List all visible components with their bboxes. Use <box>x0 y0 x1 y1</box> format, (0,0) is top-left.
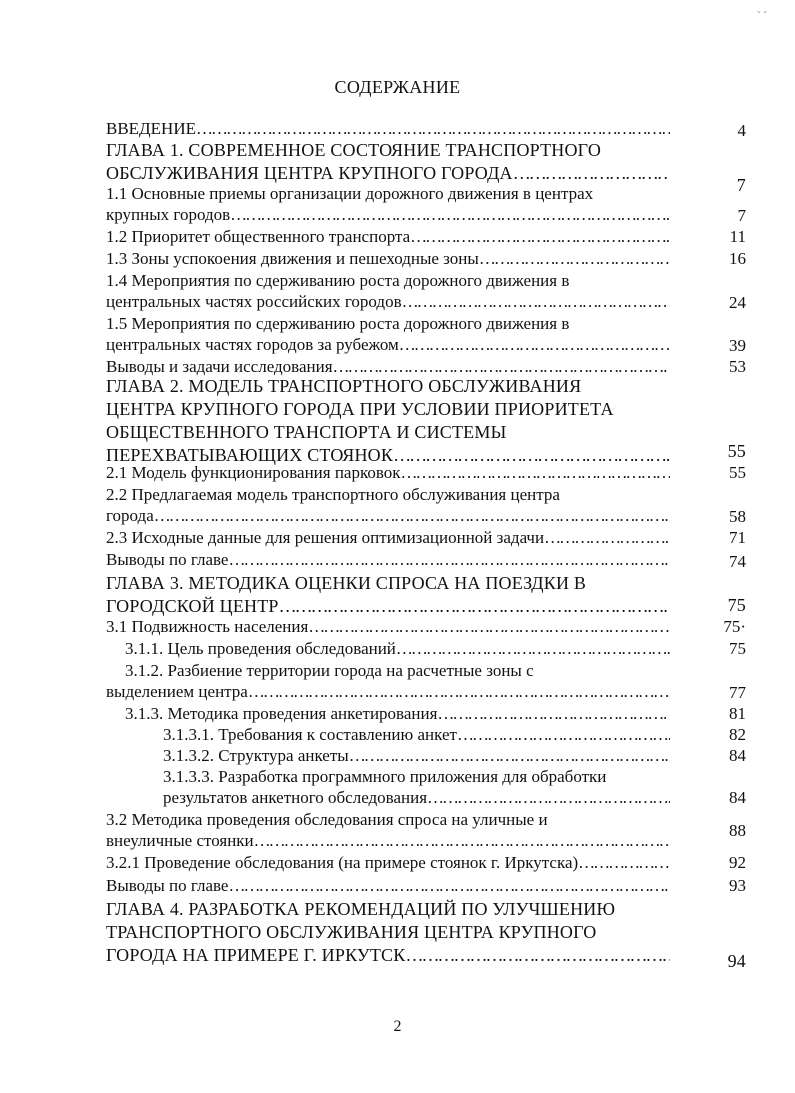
toc-entry-title: ЦЕНТРА КРУПНОГО ГОРОДА ПРИ УСЛОВИИ ПРИОРИТЕТА <box>106 399 614 419</box>
toc-entry <box>106 809 746 851</box>
toc-page-number: 71 <box>729 528 746 547</box>
toc-entry-line <box>106 573 586 594</box>
toc-entry-line <box>106 118 670 139</box>
dot-leader <box>457 724 670 745</box>
toc-entry-title: 3.1.1. Цель проведения обследований <box>125 639 396 658</box>
toc-entry-title: крупных городов <box>106 205 231 224</box>
toc-entry-title: 3.1.3. Методика проведения анкетирования <box>125 704 438 723</box>
toc-entry-title: 3.2.1 Проведение обследования (на примере стоянок г. Иркутска) <box>106 853 579 872</box>
toc-entry-line <box>106 248 670 269</box>
toc-entry <box>106 226 746 247</box>
dot-leader <box>410 226 670 247</box>
toc-page-number: 7 <box>737 206 746 225</box>
toc-entry <box>106 462 746 483</box>
toc-entry <box>106 270 746 312</box>
dot-leader <box>437 703 670 724</box>
toc-entry-title: 3.1.2. Разбиение территории города на расчетные зоны с <box>125 661 534 680</box>
dot-leader <box>230 204 670 225</box>
toc-page-number: 11 <box>729 227 746 246</box>
toc-page-number: 75· <box>723 617 746 636</box>
toc-entry <box>106 638 746 659</box>
dot-leader <box>196 118 670 139</box>
toc-page-number: 53 <box>729 357 746 376</box>
toc-entry-line <box>106 549 670 570</box>
toc-entry-title: выделением центра <box>106 682 248 701</box>
dot-leader <box>578 852 670 873</box>
toc-page-number: 75 <box>729 639 746 658</box>
toc-entry-line <box>163 724 670 745</box>
toc-page-number: 58 <box>729 507 746 526</box>
dot-leader <box>279 596 670 617</box>
toc-entry-line <box>106 922 596 943</box>
dot-leader <box>399 334 670 355</box>
toc-entry-title: ГЛАВА 4. РАЗРАБОТКА РЕКОМЕНДАЦИЙ ПО УЛУЧШЕНИЮ <box>106 899 616 919</box>
toc-entry <box>106 356 746 377</box>
toc-entry-title: 3.1 Подвижность населения <box>106 617 309 636</box>
toc-page-number: 55 <box>729 463 746 482</box>
toc-entry-title: 1.3 Зоны успокоения движения и пешеходные зоны <box>106 249 479 268</box>
toc-entry-title: ГЛАВА 3. МЕТОДИКА ОЦЕНКИ СПРОСА НА ПОЕЗДКИ В <box>106 573 587 593</box>
toc-entry-line <box>106 313 569 334</box>
toc-page-number: 93 <box>729 876 746 895</box>
toc-entry-line <box>106 945 670 966</box>
toc-entry-title: Выводы по главе <box>106 876 229 895</box>
toc-entry-line <box>163 745 670 766</box>
toc-entry-line <box>106 484 560 505</box>
toc-entry-line <box>106 462 670 483</box>
toc-entry-title: ОБЩЕСТВЕННОГО ТРАНСПОРТА И СИСТЕМЫ <box>106 422 507 442</box>
toc-entry-title: 2.3 Исходные данные для решения оптимизационной задачи <box>106 528 545 547</box>
dot-leader <box>228 549 670 570</box>
toc-page-number: 24 <box>729 293 746 312</box>
toc-entry <box>106 183 746 225</box>
dot-leader <box>396 638 670 659</box>
toc-entry <box>106 766 746 808</box>
toc-entry-line <box>106 334 670 355</box>
toc-page-number: 55 <box>727 441 746 461</box>
dot-leader <box>154 505 670 526</box>
toc-entry <box>106 527 746 548</box>
toc-entry-line <box>106 399 614 420</box>
toc-entry-line <box>106 291 670 312</box>
toc-page-number: 92 <box>729 853 746 872</box>
toc-entry-line <box>106 681 670 702</box>
toc-entry-title: центральных частях российских городов <box>106 292 402 311</box>
toc-entry-line <box>106 809 548 830</box>
toc-entry-title: результатов анкетного обследования <box>163 788 428 807</box>
dot-leader <box>401 462 670 483</box>
toc-page-number: 81 <box>729 704 746 723</box>
toc-entry-line <box>106 596 670 617</box>
toc-entry-title: ГЛАВА 1. СОВРЕМЕННОЕ СОСТОЯНИЕ ТРАНСПОРТНОГО <box>106 140 602 160</box>
toc-page-number: 77 <box>729 683 746 702</box>
toc-entry-title: 1.4 Мероприятия по сдерживанию роста дорожного движения в <box>106 271 570 290</box>
toc-entry-title: ГЛАВА 2. МОДЕЛЬ ТРАНСПОРТНОГО ОБСЛУЖИВАНИЯ <box>106 376 582 396</box>
toc-entry <box>106 852 746 873</box>
toc-entry-title: ВВЕДЕНИЕ <box>106 119 196 138</box>
dot-leader <box>427 787 670 808</box>
toc-entry-title: 1.1 Основные приемы организации дорожного движения в центрах <box>106 184 594 203</box>
toc-chapter-entry <box>106 899 746 971</box>
toc-entry-title: 2.2 Предлагаемая модель транспортного обслуживания центра <box>106 485 560 504</box>
toc-entry-line <box>106 505 670 526</box>
toc-entry-title: 3.1.3.3. Разработка программного приложения для обработки <box>163 767 607 786</box>
toc-entry-title: 2.1 Модель функционирования парковок <box>106 463 401 482</box>
toc-entry-line <box>106 226 670 247</box>
page-number: 2 <box>393 1018 402 1035</box>
toc-entry <box>106 875 746 896</box>
toc-entry-line <box>125 638 670 659</box>
toc-entry-line <box>106 140 601 161</box>
toc-entry-title: ОБСЛУЖИВАНИЯ ЦЕНТРА КРУПНОГО ГОРОДА <box>106 163 513 183</box>
page-title: СОДЕРЖАНИЕ <box>334 77 461 97</box>
toc-entry-line <box>106 875 670 896</box>
toc-entry-line <box>163 766 606 787</box>
corner-mark: ˋ ˊ <box>757 10 768 22</box>
toc-entry-line <box>106 204 670 225</box>
toc-entry-line <box>106 830 670 851</box>
toc-entry <box>106 549 746 570</box>
toc-entry-title: Выводы по главе <box>106 550 229 569</box>
dot-leader <box>513 163 670 184</box>
toc-entry-title: ПЕРЕХВАТЫВАЮЩИХ СТОЯНОК <box>106 445 394 465</box>
dot-leader <box>254 830 670 851</box>
toc-entry-title: 3.2 Методика проведения обследования спроса на уличные и <box>106 810 548 829</box>
toc-entry <box>106 745 746 766</box>
toc-entry-title: ТРАНСПОРТНОГО ОБСЛУЖИВАНИЯ ЦЕНТРА КРУПНОГО <box>106 922 597 942</box>
toc-page-number: 7 <box>736 175 746 195</box>
dot-leader <box>479 248 670 269</box>
toc-page-number: 88 <box>729 821 746 840</box>
toc-entry-line <box>163 787 670 808</box>
toc-entry-line <box>106 616 670 637</box>
toc-entry-line <box>106 270 569 291</box>
toc-entry-line <box>106 899 615 920</box>
toc-entry-title: 1.2 Приоритет общественного транспорта <box>106 227 411 246</box>
toc-entry-line <box>106 527 670 548</box>
toc-entry-title: 3.1.3.2. Структура анкеты <box>163 746 349 765</box>
toc-entry-title: города <box>106 506 154 525</box>
toc-page-number: 16 <box>729 249 746 268</box>
toc-entry <box>106 660 746 702</box>
toc-entry-line <box>106 852 670 873</box>
toc-entry-line <box>106 183 593 204</box>
toc-entry-title: внеуличные стоянки <box>106 831 254 850</box>
toc-entry <box>106 616 746 637</box>
toc-page-number: 39 <box>729 336 746 355</box>
toc-page-number: 82 <box>729 725 746 744</box>
dot-leader <box>308 616 670 637</box>
toc-page-number: 94 <box>727 951 746 971</box>
toc-page-number: 74 <box>729 552 746 571</box>
dot-leader <box>248 681 670 702</box>
toc-page-number: 4 <box>737 121 746 140</box>
toc-entry-line <box>125 703 670 724</box>
toc-entry <box>106 248 746 269</box>
toc-page-number: 84 <box>729 746 746 765</box>
toc-entry-title: 1.5 Мероприятия по сдерживанию роста дорожного движения в <box>106 314 570 333</box>
toc-chapter-entry <box>106 376 746 468</box>
toc-entry-title: ГОРОДСКОЙ ЦЕНТР <box>106 596 279 616</box>
toc-entry <box>106 118 746 139</box>
toc-page-number: 75 <box>727 595 746 615</box>
toc-entry-line <box>106 356 670 377</box>
toc-entry <box>106 703 746 724</box>
dot-leader <box>402 291 670 312</box>
dot-leader <box>405 945 670 966</box>
toc-entry-title: ГОРОДА НА ПРИМЕРЕ Г. ИРКУТСК <box>106 945 406 965</box>
toc-entry-title: центральных частях городов за рубежом <box>106 335 399 354</box>
toc-entry <box>106 484 746 526</box>
toc-entry-line <box>125 660 534 681</box>
toc-entry-line <box>106 422 506 443</box>
dot-leader <box>349 745 670 766</box>
toc-entry-line <box>106 376 581 397</box>
toc-entry-title: 3.1.3.1. Требования к составлению анкет <box>163 725 457 744</box>
toc-entry-line <box>106 163 670 184</box>
toc-entry-title: Выводы и задачи исследования <box>106 357 333 376</box>
toc-page-number: 84 <box>729 788 746 807</box>
dot-leader <box>333 356 670 377</box>
dot-leader <box>228 875 670 896</box>
dot-leader <box>544 527 670 548</box>
toc-entry <box>106 724 746 745</box>
toc-chapter-entry <box>106 573 746 619</box>
toc-entry <box>106 313 746 355</box>
